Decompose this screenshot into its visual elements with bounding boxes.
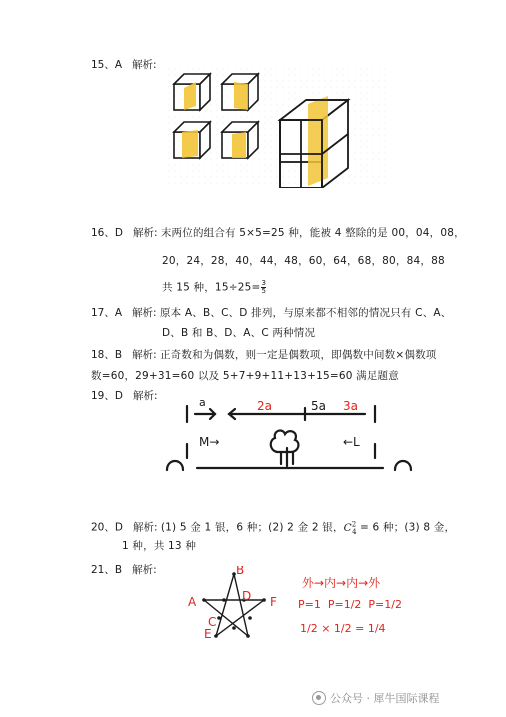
q19-label-m: M→: [199, 435, 220, 449]
q18-line-2: 数=60，29+31=60 以及 5+7+9+11+13+15=60 满足题意: [91, 370, 399, 382]
q20-comb-c: C: [343, 521, 352, 534]
q19-header: [91, 389, 158, 403]
q20-tag: 解析:: [132, 521, 158, 534]
q16-text-3: 共 15 种，15÷25=: [162, 281, 261, 294]
q16-fraction: [261, 280, 266, 295]
q15-header: [91, 58, 157, 72]
q19-label-l: ←L: [343, 435, 360, 449]
q18-tag: 解析:: [132, 349, 157, 361]
q16-frac-num: 3: [261, 279, 267, 287]
q18-line-1: [91, 348, 436, 362]
small-cube-2: [222, 74, 258, 110]
q16-label: 16、D: [91, 227, 123, 239]
q21-point-a: A: [188, 595, 197, 609]
q15-cube-figure: [168, 68, 388, 188]
q19-label: 19、D: [91, 390, 123, 402]
q21-probabilities: [298, 598, 402, 612]
q20-comb-sub: 4: [352, 527, 357, 536]
q20-line-2: 1 种，共 13 种: [122, 540, 197, 552]
q16-frac-den: 5: [261, 287, 267, 295]
q21-point-e: E: [204, 627, 212, 641]
small-cube-3: [174, 122, 210, 158]
q21-header: [91, 563, 157, 577]
q20-text-1b: = 6 种；(3) 8 金，: [359, 521, 456, 534]
q16-line-3: [162, 280, 266, 295]
small-cube-1: [174, 74, 210, 110]
q21-point-b: B: [236, 566, 245, 577]
q18-text-1: 正奇数和为偶数，则一定是偶数项，即偶数中间数×偶数项: [159, 349, 437, 361]
q18-label: 18、B: [91, 349, 123, 361]
q20-label: 20、D: [91, 521, 123, 534]
q19-label-3a: 3a: [343, 399, 358, 413]
q16-tag: 解析:: [132, 227, 158, 239]
q19-label-2a: 2a: [257, 399, 272, 413]
wechat-logo-icon: [312, 691, 326, 705]
q21-point-c: C: [208, 615, 217, 629]
q20-comb-sup: 2: [351, 520, 357, 528]
q19-label-5a: 5a: [311, 399, 326, 413]
q17-line-1: [91, 306, 451, 320]
q16-line-2: 20，24，28，40，44，48，60，64，68，80，84，88: [162, 255, 445, 267]
q17-label: 17、A: [91, 307, 123, 319]
q16-text-1: 末两位的组合有 5×5=25 种，能被 4 整除的是 00，04，08，: [160, 227, 465, 239]
q15-label: 15、A: [91, 59, 123, 71]
q21-point-f: F: [270, 595, 277, 609]
q15-tag: 解析:: [132, 59, 157, 71]
q21-tag: 解析:: [132, 564, 157, 576]
q21-label: 21、B: [91, 564, 123, 576]
q17-line-2: D、B 和 B、D、A、C 两种情况: [162, 327, 316, 339]
q21-point-d: D: [242, 589, 252, 603]
q17-text-1: 原本 A、B、C、D 排列，与原来都不相邻的情况只有 C、A、: [159, 307, 452, 319]
q21-note-path: 外→内→内→外: [302, 576, 381, 590]
q21-star-diagram: [186, 566, 286, 646]
q20-line-1: [91, 517, 455, 539]
q19-diagram: [165, 392, 415, 492]
q19-label-a: a: [199, 396, 206, 409]
q20-text-1a: (1) 5 金 1 银，6 种；(2) 2 金 2 银，: [160, 521, 344, 534]
watermark-text: 公众号 · 犀牛国际课程: [330, 692, 440, 705]
q21-result: 1/2 × 1/2 = 1/4: [300, 622, 386, 635]
q21-p1: P=1: [298, 598, 321, 611]
q20-combination: [344, 522, 357, 534]
watermark: [312, 690, 440, 706]
q21-p2: P=1/2: [327, 598, 362, 611]
q19-tag: 解析:: [132, 390, 158, 402]
q16-line-1: [91, 226, 465, 240]
small-cube-4: [222, 122, 258, 158]
q17-tag: 解析:: [132, 307, 157, 319]
q21-p3: P=1/2: [368, 598, 402, 611]
